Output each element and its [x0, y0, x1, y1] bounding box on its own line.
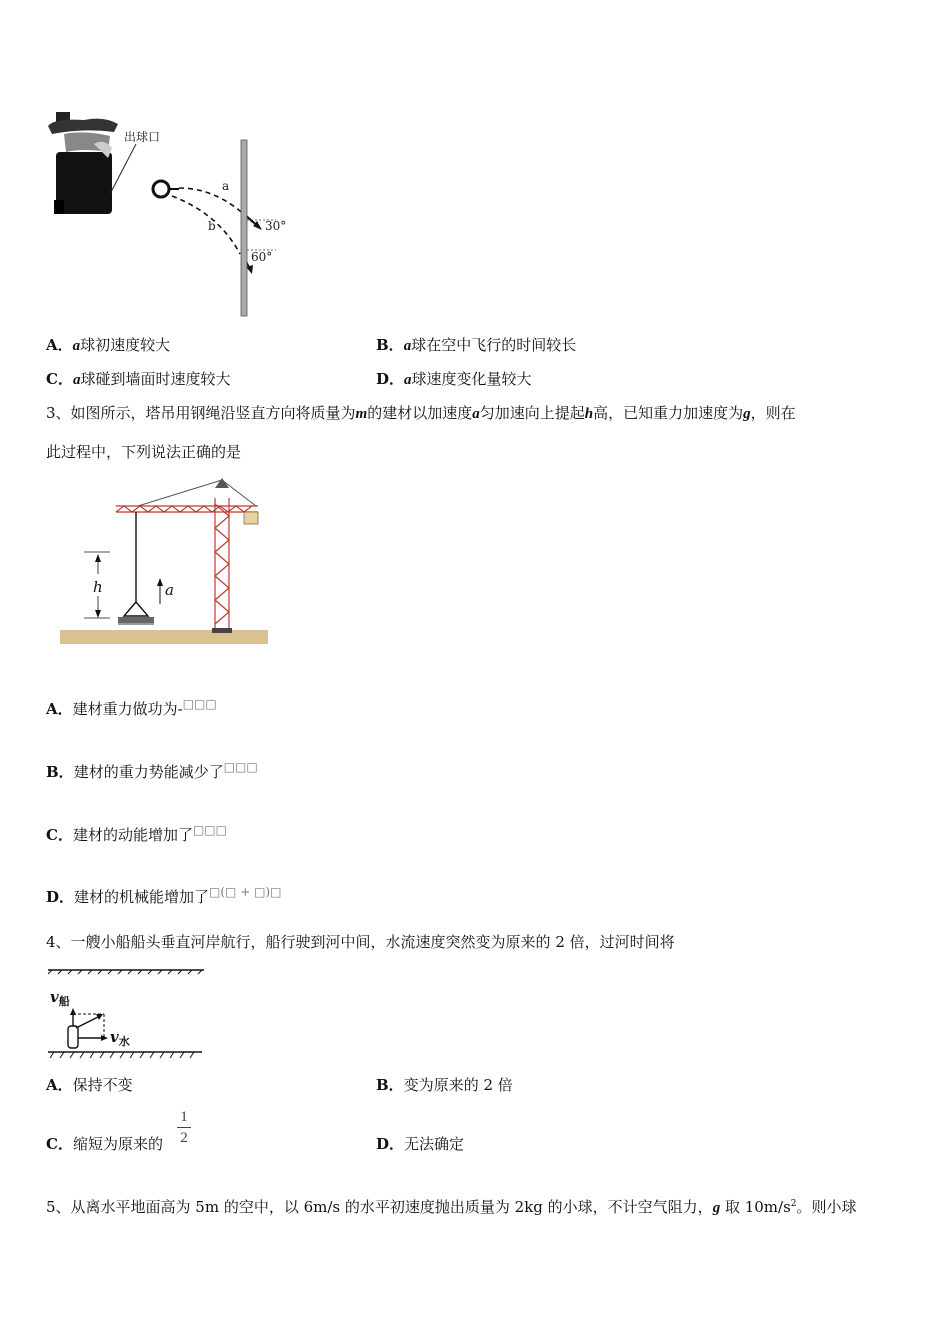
option-formula: □□□ — [223, 760, 258, 774]
a-label: a — [165, 581, 174, 599]
option-text: 保持不变 — [72, 1076, 133, 1094]
q4-option-c[interactable] — [46, 1134, 163, 1154]
option-text: 缩短为原来的 — [72, 1135, 163, 1153]
fraction-numerator: 1 — [180, 1109, 188, 1125]
option-formula: □□□ — [182, 697, 217, 711]
option-text: 建材的重力势能减少了 — [73, 763, 224, 781]
stem-text: 匀加速向上提起 — [479, 404, 585, 422]
q5-stem — [46, 1194, 857, 1218]
outlet-label: 出球口 — [124, 130, 161, 144]
var-m: m — [355, 406, 368, 422]
option-formula: □(□ + □)□ — [209, 885, 282, 899]
q2-option-b[interactable] — [376, 335, 576, 356]
h-label: h — [93, 578, 103, 596]
stem-text: 此过程中，下列说法正确的是 — [46, 443, 242, 461]
wall — [241, 140, 247, 316]
q3-option-a[interactable] — [46, 694, 217, 719]
v-water-label: $v_水$ — [110, 1028, 130, 1048]
option-text: 无法确定 — [404, 1135, 465, 1153]
option-text: 建材重力做功为- — [72, 700, 183, 718]
option-text: 球速度变化量较大 — [411, 370, 532, 388]
option-var: a — [72, 338, 81, 354]
v-boat-label: $v_船$ — [50, 988, 70, 1008]
stem-text: 3、如图所示，塔吊用钢绳沿竖直方向将质量为 — [46, 404, 356, 422]
option-text: 球在空中飞行的时间较长 — [411, 336, 577, 354]
angle-60-label: 60° — [251, 250, 273, 264]
option-text: 球初速度较大 — [80, 336, 171, 354]
superscript: 2 — [790, 1199, 797, 1209]
option-var: a — [403, 338, 412, 354]
q4-stem: 4、一艘小船船头垂直河岸航行，船行驶到河中间，水流速度突然变为原来的 2 倍，过河时间将 — [46, 933, 675, 951]
ball-launcher-figure — [44, 104, 304, 320]
var-g: g — [743, 406, 751, 422]
q4-option-d[interactable] — [376, 1134, 464, 1154]
option-letter: C． — [46, 826, 73, 844]
tower-crane-figure — [58, 474, 270, 650]
var-h: h — [584, 406, 594, 422]
option-text: 建材的动能增加了 — [72, 826, 193, 844]
option-formula: □□□ — [192, 823, 227, 837]
q4-fraction — [177, 1108, 191, 1147]
boat-icon — [68, 1026, 78, 1048]
stem-text: ，则在 — [750, 404, 796, 422]
q4-option-a[interactable] — [46, 1075, 133, 1095]
q2-option-d[interactable] — [376, 369, 532, 390]
crane-jib — [116, 506, 258, 512]
stem-text: 高，已知重力加速度为 — [593, 404, 744, 422]
ground — [60, 630, 268, 644]
option-text: 建材的机械能增加了 — [74, 888, 210, 906]
option-text: 变为原来的 2 倍 — [403, 1076, 513, 1094]
option-var: a — [404, 372, 412, 388]
option-letter: A． — [46, 700, 73, 718]
var-a: a — [472, 406, 480, 422]
option-letter: A． — [46, 1076, 73, 1094]
q3-option-b[interactable] — [46, 757, 258, 782]
option-letter: D． — [46, 888, 75, 906]
option-letter: B． — [376, 1076, 404, 1094]
q3-option-c[interactable] — [46, 820, 227, 845]
crane-tower — [215, 498, 229, 632]
fraction-denominator: 2 — [180, 1130, 188, 1146]
var-g: g — [712, 1200, 721, 1216]
path-a-label: a — [222, 179, 230, 193]
q2-option-a[interactable] — [46, 335, 170, 356]
angle-30-label: 30° — [265, 219, 287, 233]
stem-text: 。则小球 — [796, 1198, 857, 1216]
river-boat-figure — [46, 962, 206, 1062]
option-letter: D． — [376, 370, 405, 388]
stem-text: 的建材以加速度 — [367, 404, 473, 422]
q3-stem — [46, 394, 908, 471]
ball-machine-icon — [48, 112, 118, 214]
bottom-bank-hatch — [50, 1052, 194, 1058]
option-letter: A． — [46, 336, 73, 354]
option-letter: C． — [46, 370, 73, 388]
path-b-label: b — [208, 219, 216, 233]
q4-option-b[interactable] — [376, 1075, 513, 1095]
option-var: a — [72, 372, 81, 388]
option-text: 球碰到墙面时速度较大 — [80, 370, 231, 388]
option-letter: C． — [46, 1135, 73, 1153]
trajectory-b — [172, 196, 240, 254]
q3-option-d[interactable] — [46, 882, 281, 907]
stem-text: 取 10m/s — [720, 1198, 791, 1216]
building-material — [118, 617, 154, 623]
option-letter: B． — [46, 763, 74, 781]
load-hook — [124, 602, 148, 616]
ball-icon — [153, 181, 169, 197]
option-letter: D． — [376, 1135, 405, 1153]
q2-option-c[interactable] — [46, 369, 230, 390]
option-letter: B． — [376, 336, 404, 354]
stem-text: 5、从离水平地面高为 5m 的空中，以 6m/s 的水平初速度抛出质量为 2kg 的小球，不计空气阻力， — [46, 1198, 713, 1216]
